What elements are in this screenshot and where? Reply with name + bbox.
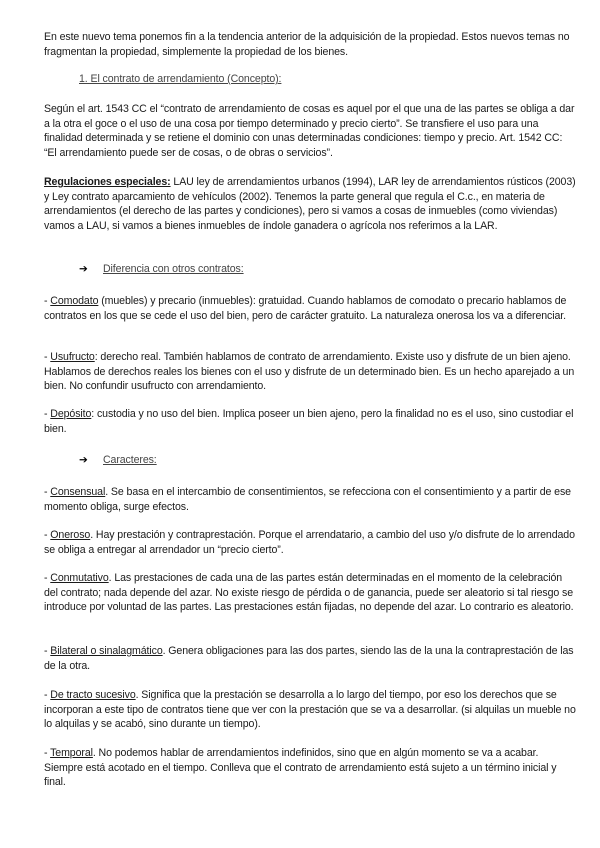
regulaciones-label: Regulaciones especiales: — [44, 176, 171, 188]
term-consensual: Consensual — [50, 486, 106, 498]
list-item-prefix: - — [44, 529, 51, 541]
list-item-temporal — [44, 746, 576, 790]
section-heading-concepto — [79, 72, 281, 87]
definition-paragraph: Según el art. 1543 CC el “contrato de arrendamiento de cosas es aquel por el que una de las partes se obliga a dar a la otra el goce o el uso de una cosa por tiempo determinado y precio cierto”. Se transfiere el uso para una finalidad determinada y se retiene el dominio con unas determinadas condiciones: tiempo y precio. Art. 1542 CC: “El arrendamiento puede ser de cosas, o de obras o servicios”. — [44, 103, 575, 160]
regulaciones-text: LAU ley de arrendamientos urbanos (1994), LAR ley de arrendamientos rústicos (2003) y Ley contrato aparcamiento de vehículos (2002). Tenemos la parte general que regula el C.c., en materia de arrendamientos (el derecho de las partes y condiciones), pero si vamos a cosas de inmuebles (como viviendas) vamos a LAU, si vamos a bienes inmuebles de índole ganadera o agrícola nos referimos a la LAR. — [44, 176, 576, 233]
section-heading-text: 1. El contrato de arrendamiento (Concepto): — [79, 73, 282, 85]
list-item-text: . No podemos hablar de arrendamientos indefinidos, sino que en algún momento se va a acabar. Siempre está acotado en el tiempo. Conlleva que el contrato de arrendamiento está sujeto a un término inicial y final. — [44, 747, 557, 789]
list-item-text: . Se basa en el intercambio de consentimientos, se refecciona con el consentimiento y a partir de ese momento obliga, surge efectos. — [44, 486, 571, 513]
list-item-prefix: - — [44, 486, 51, 498]
term-deposito: Depósito — [50, 408, 92, 420]
list-item-prefix: - — [44, 295, 51, 307]
list-item-prefix: - — [44, 747, 51, 759]
intro-paragraph: En este nuevo tema ponemos fin a la tendencia anterior de la adquisición de la propiedad. Estos nuevos temas no fragmentan la propiedad, simplemente la propiedad de los bienes. — [44, 31, 570, 58]
term-bilateral: Bilateral o sinalagmático — [50, 645, 163, 657]
list-item-deposito — [44, 407, 576, 436]
term-comodato: Comodato — [50, 295, 99, 307]
list-item-comodato — [44, 294, 576, 323]
regulaciones-paragraph — [44, 175, 576, 234]
list-item-text: . Significa que la prestación se desarrolla a lo largo del tiempo, por eso los derechos que se incorporan a este tipo de contratos tiene que ver con la prestación que se va a desarrollar. (si alquilas un mueble no lo alquilas y se acabó, sino durante un tiempo). — [44, 689, 576, 731]
list-item-oneroso — [44, 528, 576, 557]
list-item-prefix: - — [44, 572, 51, 584]
list-item-text: (muebles) y precario (inmuebles): gratuidad. Cuando hablamos de comodato o precario hablamos de contratos en los que se cede el uso del bien, pero de carácter gratuito. La naturaleza onerosa los va a diferenciar. — [44, 295, 567, 322]
list-item-prefix: - — [44, 351, 51, 363]
list-item-text: . Genera obligaciones para las dos partes, siendo las de la una la contraprestación de las de la otra. — [44, 645, 574, 672]
list-item-prefix: - — [44, 408, 51, 420]
diferencia-heading — [79, 262, 244, 277]
term-temporal: Temporal — [50, 747, 93, 759]
list-item-bilateral — [44, 644, 576, 673]
arrow-right-icon: ➔ — [79, 263, 88, 275]
caracteres-title: Caracteres: — [103, 454, 157, 466]
term-oneroso: Oneroso — [50, 529, 91, 541]
list-item-text: : custodia y no uso del bien. Implica poseer un bien ajeno, pero la finalidad no es el uso, sino custodiar el bien. — [44, 408, 574, 435]
diferencia-title: Diferencia con otros contratos: — [103, 263, 244, 275]
list-item-text: : derecho real. También hablamos de contrato de arrendamiento. Existe uso y disfrute de un bien ajeno. Hablamos de derechos reales los bienes con el uso y disfrute de un determinado bien. Es un hecho aparejado a un bien. No confundir usufructo con arrendamiento. — [44, 351, 575, 393]
list-item-conmutativo — [44, 571, 576, 615]
list-item-tracto-sucesivo — [44, 688, 576, 732]
list-item-prefix: - — [44, 689, 51, 701]
list-item-prefix: - — [44, 645, 51, 657]
list-item-text: . Hay prestación y contraprestación. Porque el arrendatario, a cambio del uso y/o disfrute de lo arrendado se obliga a entregar al arrendador un “precio cierto”. — [44, 529, 575, 556]
term-usufructo: Usufructo — [50, 351, 95, 363]
list-item-text: . Las prestaciones de cada una de las partes están determinadas en el momento de la celebración del contrato; nada depende del azar. No existe riesgo de pérdida o de ganancia, puede ser aleatorio si tal riesgo se introduce por voluntad de las partes. Las prestaciones están fijadas, no depende del azar. Lo contrario es aleatorio. — [44, 572, 574, 614]
list-item-consensual — [44, 485, 576, 514]
list-item-usufructo — [44, 350, 576, 394]
term-tracto-sucesivo: De tracto sucesivo — [50, 689, 136, 701]
arrow-right-icon: ➔ — [79, 454, 88, 466]
caracteres-heading — [79, 453, 157, 468]
term-conmutativo: Conmutativo — [50, 572, 109, 584]
